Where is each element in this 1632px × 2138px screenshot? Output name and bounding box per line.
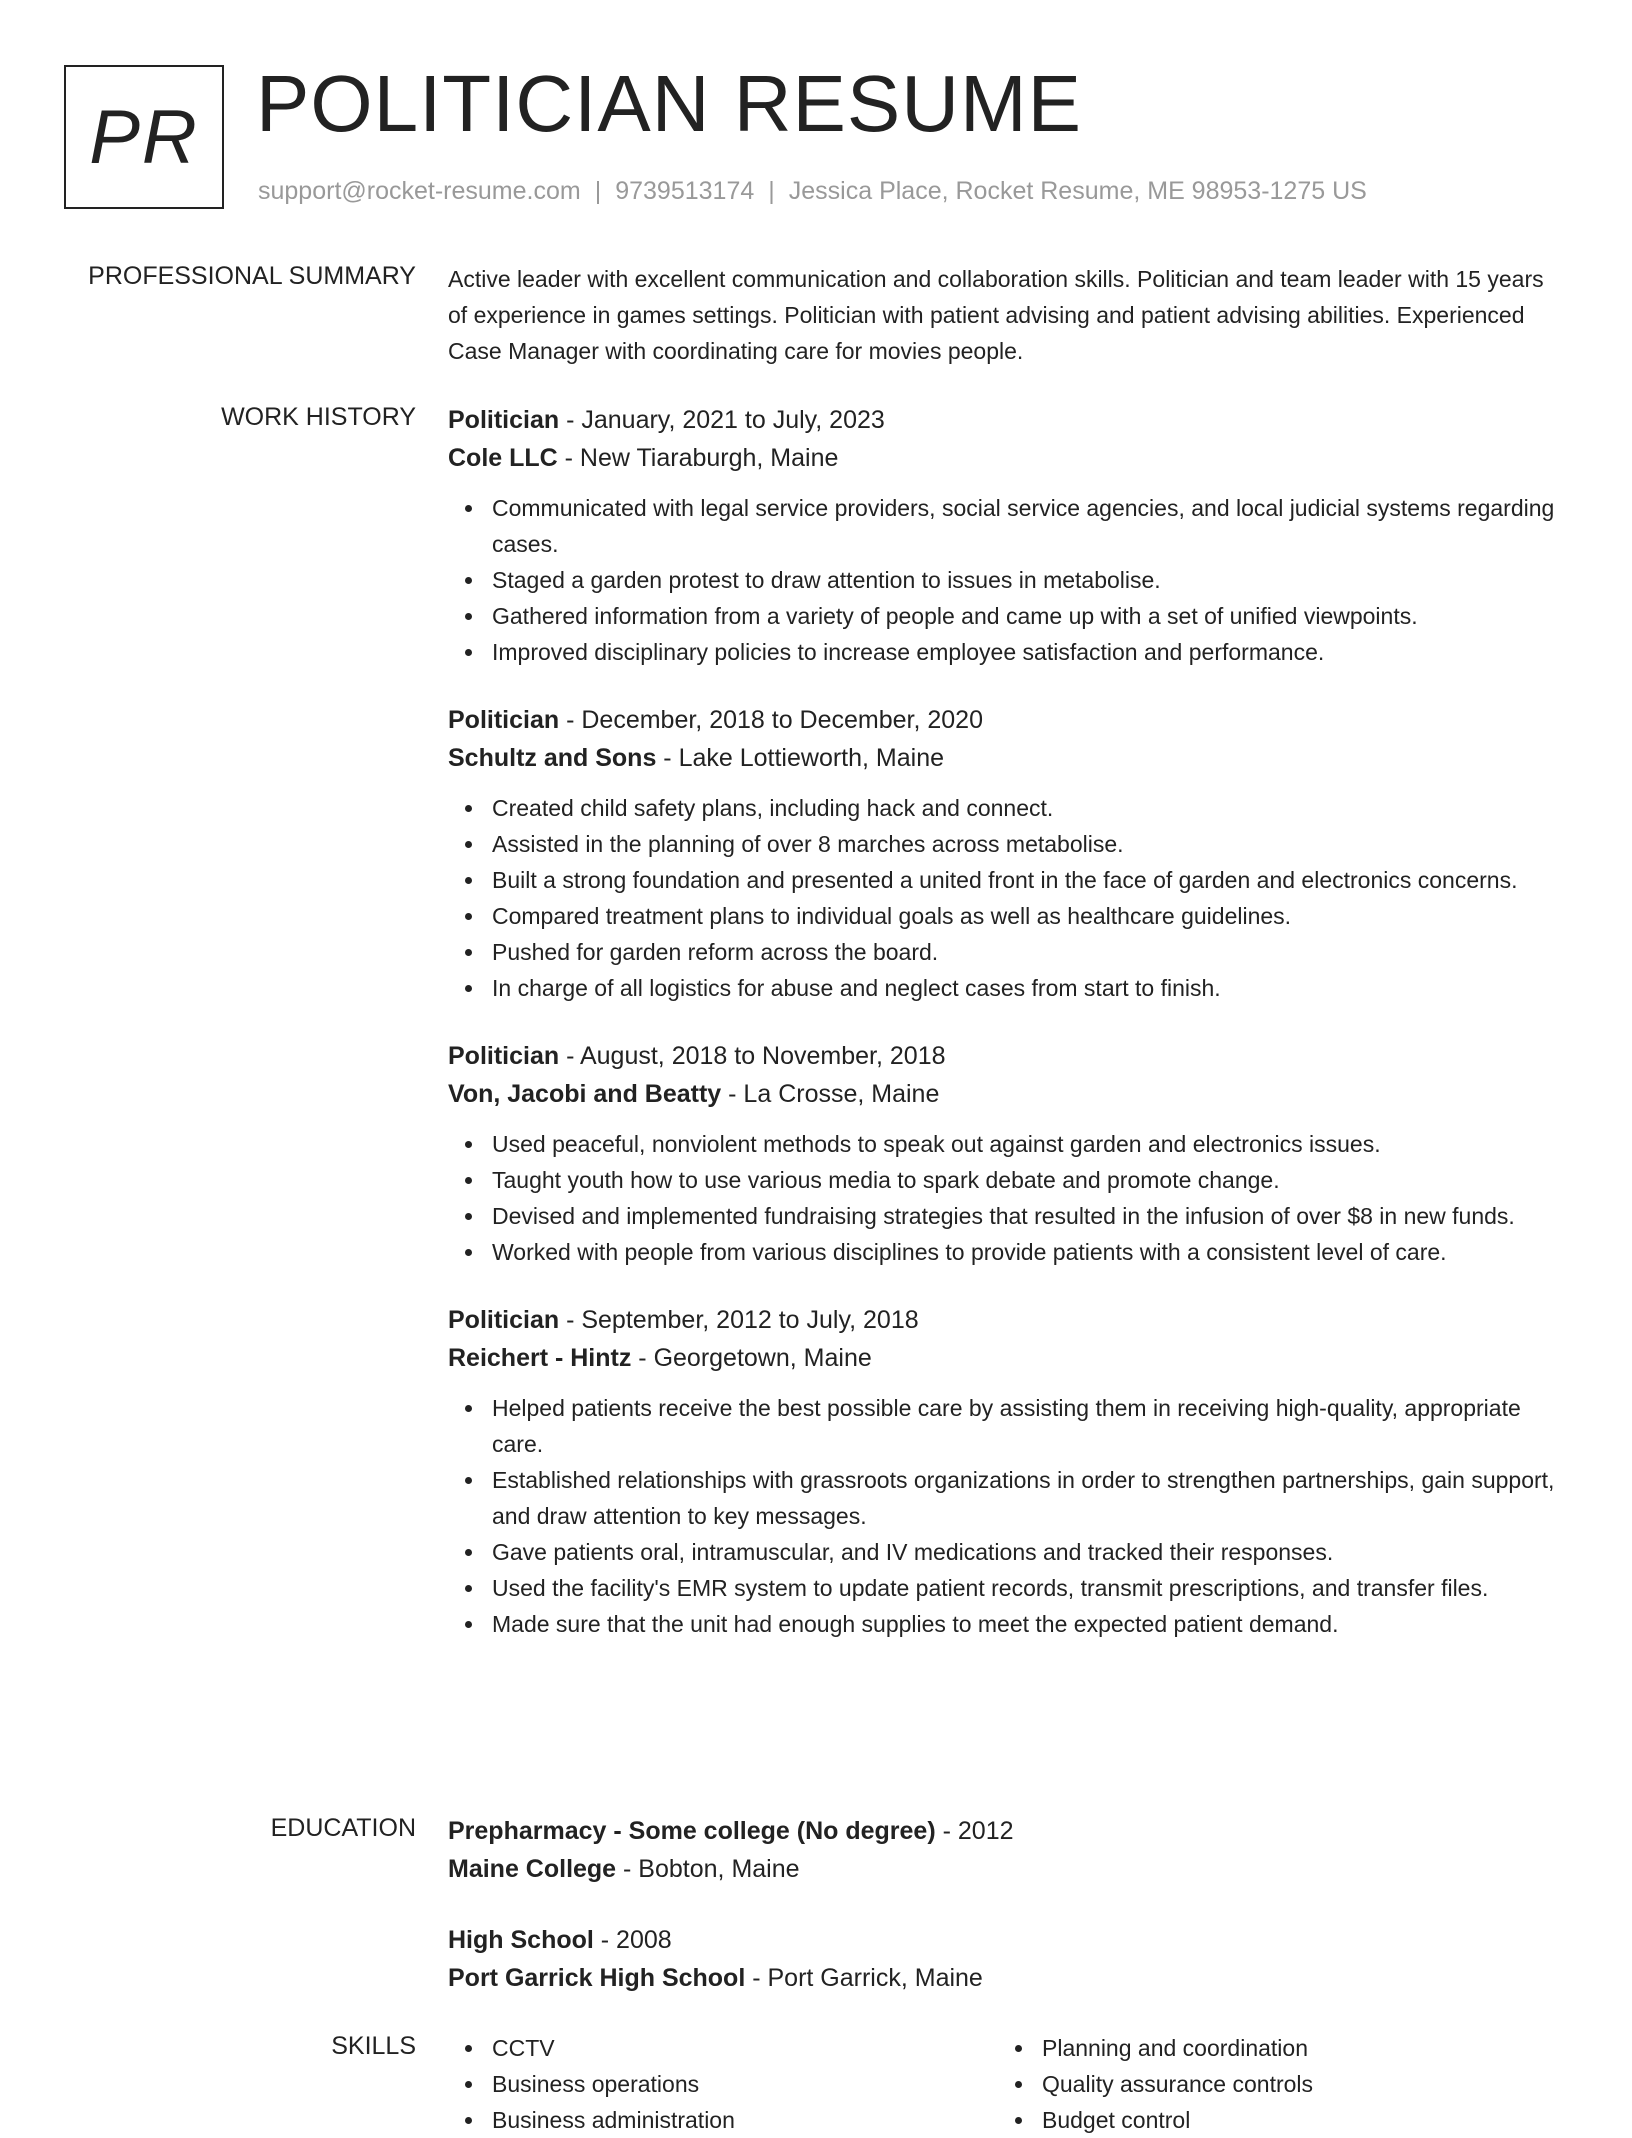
monogram-logo: PR bbox=[64, 65, 224, 209]
summary-text: Active leader with excellent communication and collaboration skills. Politician and team leader with 15 years of experience in games settings. Politician with patient advising and patient advising abilities. Experienced Case Manager with coordinating care for movies people. bbox=[448, 266, 1544, 364]
bullet-item: Communicated with legal service providers, social service agencies, and local judicial systems regarding cases. bbox=[448, 490, 1558, 562]
bullet-item: Staged a garden protest to draw attention to issues in metabolise. bbox=[448, 562, 1558, 598]
bullet-item: Used the facility's EMR system to update patient records, transmit prescriptions, and transfer files. bbox=[448, 1570, 1558, 1606]
job-location: - Lake Lottieworth, Maine bbox=[656, 744, 945, 772]
section-label-education: EDUCATION bbox=[270, 1814, 416, 1842]
bullet-item: Used peaceful, nonviolent methods to speak out against garden and electronics issues. bbox=[448, 1126, 1558, 1162]
education-school-line bbox=[448, 1959, 1558, 1997]
bullet-item: Pushed for garden reform across the board. bbox=[448, 934, 1558, 970]
skill-item: Quality assurance controls bbox=[998, 2066, 1548, 2102]
job-company: Reichert - Hintz bbox=[448, 1344, 632, 1372]
job-title: Politician bbox=[448, 1042, 560, 1070]
bullet-item: Established relationships with grassroots organizations in order to strengthen partnerships, gain support, and draw attention to key messages. bbox=[448, 1462, 1558, 1534]
job-company: Schultz and Sons bbox=[448, 744, 657, 772]
job-entry bbox=[448, 701, 1558, 1006]
job-company: Von, Jacobi and Beatty bbox=[448, 1080, 722, 1108]
contact-phone[interactable]: 9739513174 bbox=[615, 177, 755, 205]
job-title-line bbox=[448, 1301, 1558, 1339]
education-entry bbox=[448, 1812, 1558, 1888]
contact-email[interactable]: support@rocket-resume.com bbox=[258, 177, 581, 205]
education-location: - Bobton, Maine bbox=[616, 1855, 800, 1883]
job-bullets bbox=[448, 1390, 1558, 1642]
job-title-line bbox=[448, 701, 1558, 739]
resume-title: POLITICIAN RESUME bbox=[256, 59, 1083, 148]
bullet-item: Taught youth how to use various media to spark debate and promote change. bbox=[448, 1162, 1558, 1198]
job-company: Cole LLC bbox=[448, 444, 558, 472]
skill-item: Business administration bbox=[448, 2102, 998, 2138]
skill-item: Budget control bbox=[998, 2102, 1548, 2138]
job-dates: - September, 2012 to July, 2018 bbox=[559, 1306, 919, 1334]
skills-columns bbox=[448, 2030, 1558, 2138]
job-location: - New Tiaraburgh, Maine bbox=[557, 444, 839, 472]
section-label-summary: PROFESSIONAL SUMMARY bbox=[88, 262, 416, 290]
skills-list-right bbox=[998, 2030, 1548, 2138]
education-degree: Prepharmacy - Some college (No degree) bbox=[448, 1817, 936, 1845]
job-company-line bbox=[448, 1339, 1558, 1377]
job-title: Politician bbox=[448, 406, 560, 434]
job-title: Politician bbox=[448, 706, 560, 734]
job-company-line bbox=[448, 1075, 1558, 1113]
job-entry bbox=[448, 1037, 1558, 1270]
job-entry bbox=[448, 1301, 1558, 1642]
education-school-line bbox=[448, 1850, 1558, 1888]
job-title: Politician bbox=[448, 1306, 560, 1334]
job-location: - Georgetown, Maine bbox=[631, 1344, 872, 1372]
education-school: Port Garrick High School bbox=[448, 1964, 746, 1992]
job-bullets bbox=[448, 1126, 1558, 1270]
skills-list-left bbox=[448, 2030, 998, 2138]
bullet-item: Created child safety plans, including hack and connect. bbox=[448, 790, 1558, 826]
job-dates: - August, 2018 to November, 2018 bbox=[559, 1042, 946, 1070]
education-degree-line bbox=[448, 1921, 1558, 1959]
education-entry bbox=[448, 1921, 1558, 1997]
bullet-item: Improved disciplinary policies to increase employee satisfaction and performance. bbox=[448, 634, 1558, 670]
skill-item: Planning and coordination bbox=[998, 2030, 1548, 2066]
job-dates: - December, 2018 to December, 2020 bbox=[559, 706, 983, 734]
bullet-item: In charge of all logistics for abuse and neglect cases from start to finish. bbox=[448, 970, 1558, 1006]
bullet-item: Gathered information from a variety of people and came up with a set of unified viewpoints. bbox=[448, 598, 1558, 634]
job-location: - La Crosse, Maine bbox=[721, 1080, 940, 1108]
education-school: Maine College bbox=[448, 1855, 617, 1883]
contact-line bbox=[258, 175, 1367, 207]
job-bullets bbox=[448, 790, 1558, 1006]
bullet-item: Devised and implemented fundraising strategies that resulted in the infusion of over $8 in new funds. bbox=[448, 1198, 1558, 1234]
job-entry bbox=[448, 401, 1558, 670]
separator: | bbox=[768, 177, 775, 205]
education-degree: High School bbox=[448, 1926, 594, 1954]
job-company-line bbox=[448, 439, 1558, 477]
job-title-line bbox=[448, 1037, 1558, 1075]
bullet-item: Built a strong foundation and presented a united front in the face of garden and electronics concerns. bbox=[448, 862, 1558, 898]
bullet-item: Worked with people from various disciplines to provide patients with a consistent level of care. bbox=[448, 1234, 1558, 1270]
education-degree-line bbox=[448, 1812, 1558, 1850]
education-year: - 2012 bbox=[935, 1817, 1014, 1845]
bullet-item: Gave patients oral, intramuscular, and IV medications and tracked their responses. bbox=[448, 1534, 1558, 1570]
separator: | bbox=[594, 177, 602, 205]
section-label-skills: SKILLS bbox=[331, 2032, 416, 2060]
job-dates: - January, 2021 to July, 2023 bbox=[559, 406, 885, 434]
bullet-item: Assisted in the planning of over 8 marches across metabolise. bbox=[448, 826, 1558, 862]
job-company-line bbox=[448, 739, 1558, 777]
contact-address: Jessica Place, Rocket Resume, ME 98953-1275 US bbox=[788, 177, 1367, 205]
bullet-item: Made sure that the unit had enough supplies to meet the expected patient demand. bbox=[448, 1606, 1558, 1642]
job-title-line bbox=[448, 401, 1558, 439]
skill-item: CCTV bbox=[448, 2030, 998, 2066]
education-location: - Port Garrick, Maine bbox=[745, 1964, 983, 1992]
education-year: - 2008 bbox=[593, 1926, 672, 1954]
job-bullets bbox=[448, 490, 1558, 670]
skill-item: Business operations bbox=[448, 2066, 998, 2102]
section-label-work: WORK HISTORY bbox=[221, 403, 416, 431]
bullet-item: Compared treatment plans to individual goals as well as healthcare guidelines. bbox=[448, 898, 1558, 934]
bullet-item: Helped patients receive the best possible care by assisting them in receiving high-quality, appropriate care. bbox=[448, 1390, 1558, 1462]
